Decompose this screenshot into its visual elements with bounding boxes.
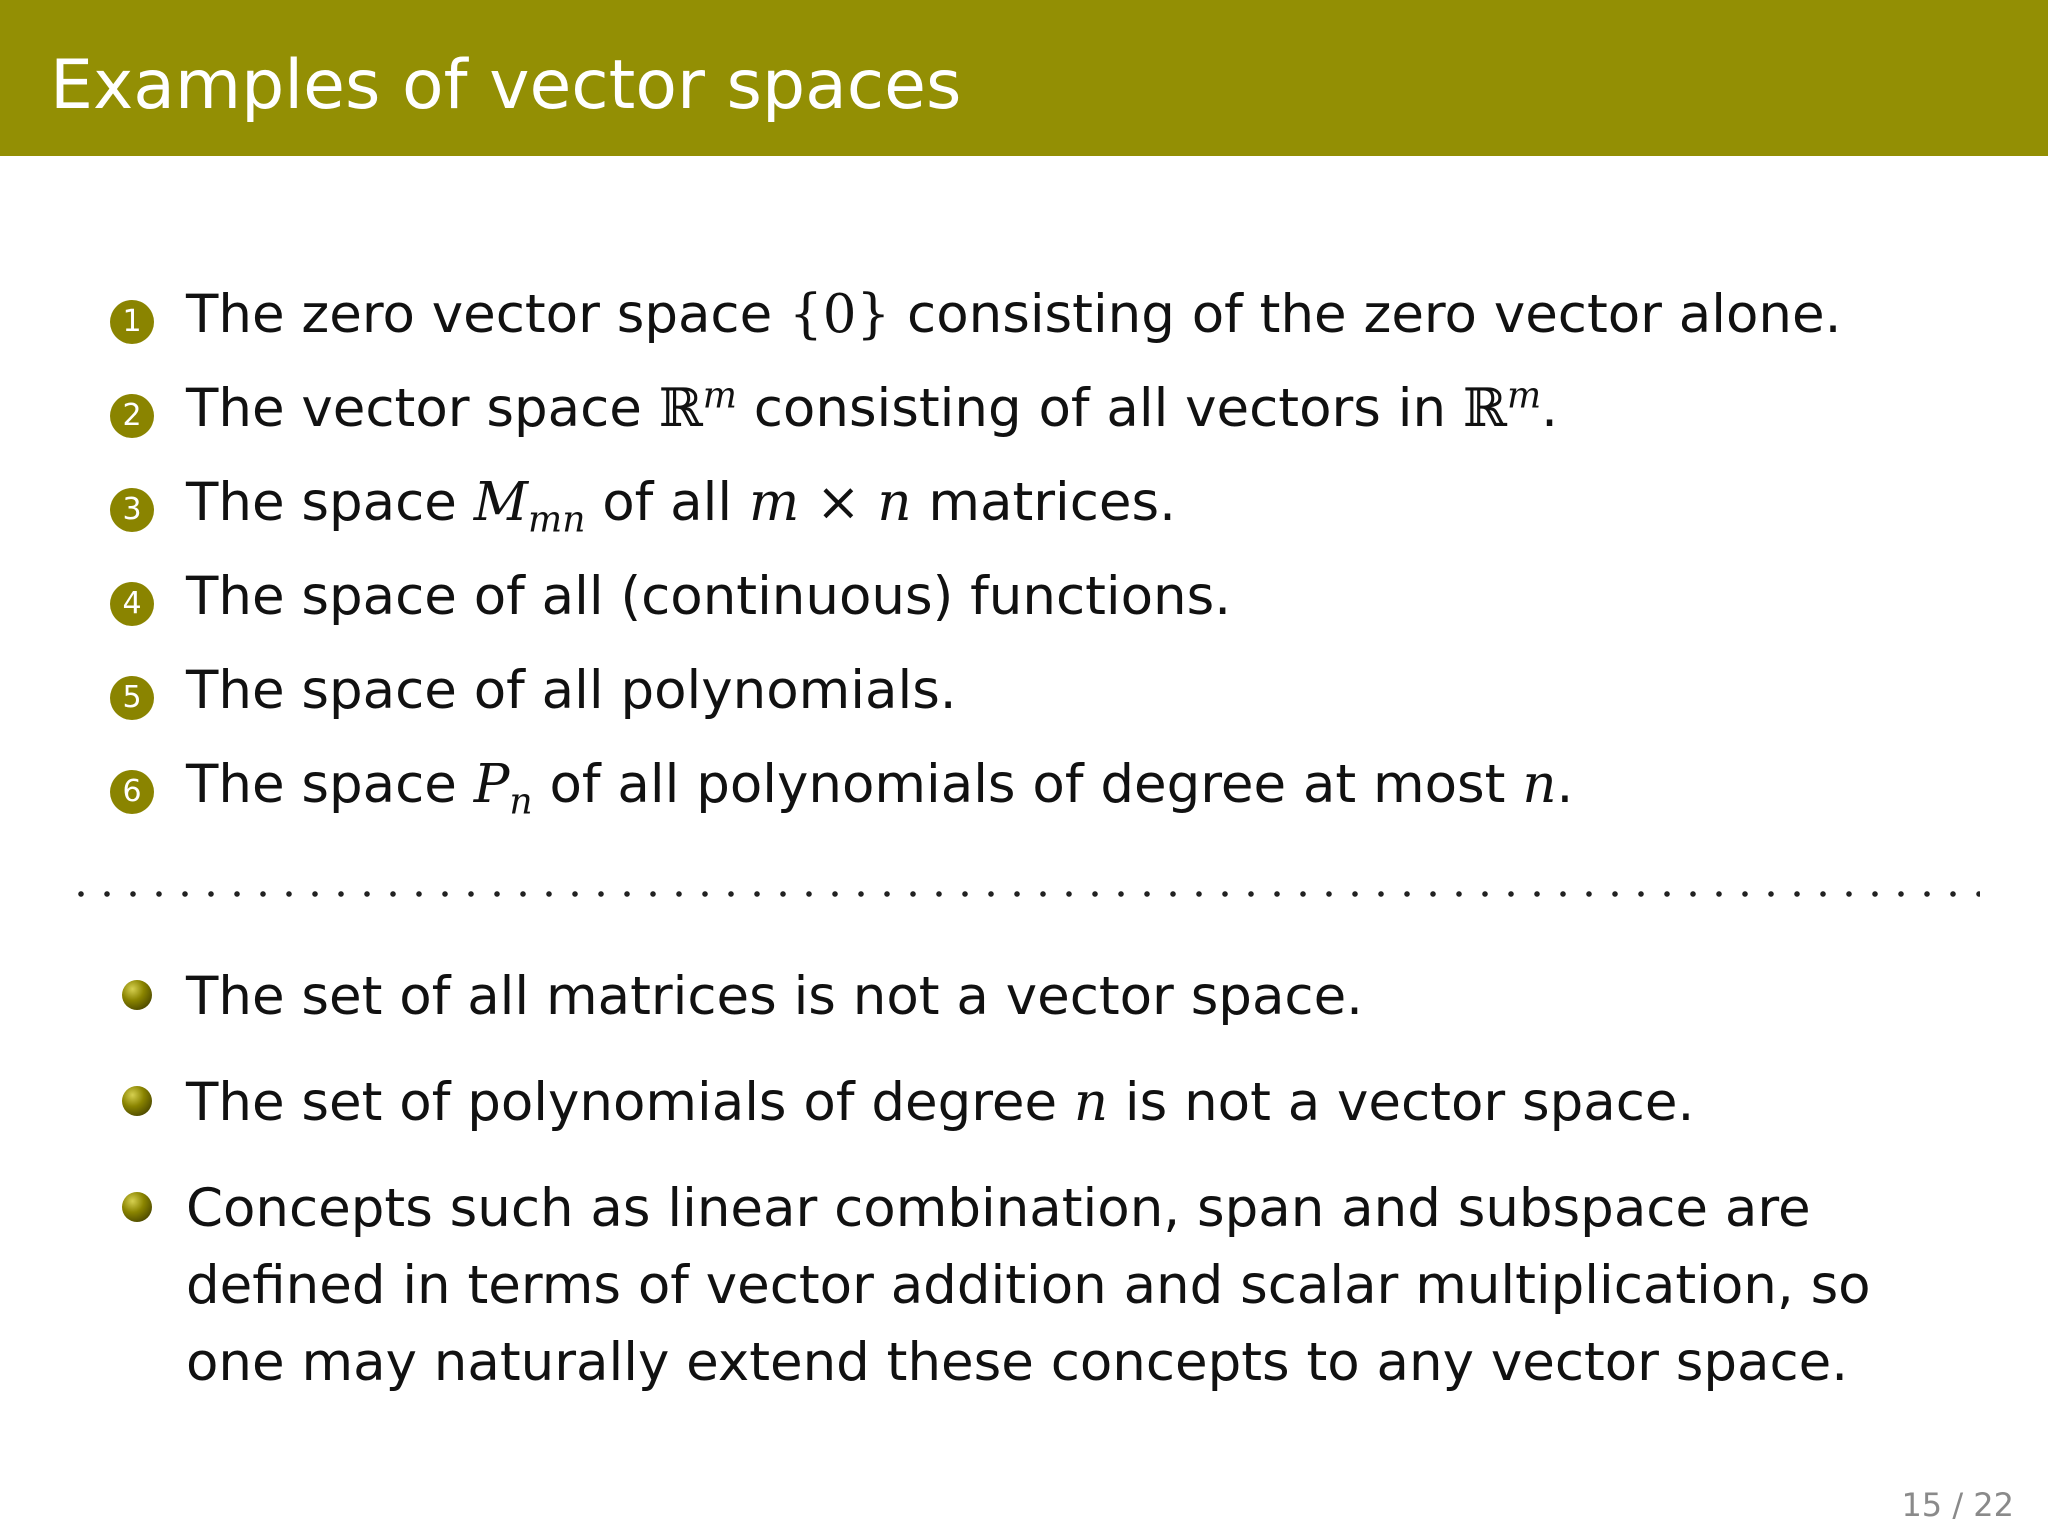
- page-number: 15 / 22: [1901, 1486, 2014, 1524]
- example-text: The space $P_n$ of all polynomials of degree at most n.: [186, 754, 1574, 823]
- example-item: [110, 456, 2010, 550]
- example-text: The space $M_{mn}$ of all m × n matrices.: [186, 472, 1176, 541]
- remark-text: Concepts such as linear combination, span and subspace are defined in terms of vector addition and scalar multiplication, so one may naturally extend these concepts to any vector space.: [186, 1178, 1871, 1393]
- example-text: The vector space ℝ$^m$ consisting of all vectors in ℝ$^m$.: [186, 375, 1558, 439]
- remark-item: [122, 1064, 1992, 1141]
- remark-item: [122, 1170, 1992, 1401]
- example-item: [110, 738, 2010, 832]
- dotted-separator: [68, 890, 1980, 898]
- examples-list: [110, 268, 2010, 832]
- number-badge: 4: [110, 582, 154, 626]
- bullet-ball-icon: [122, 1086, 152, 1116]
- remark-text: The set of all matrices is not a vector space.: [186, 966, 1364, 1027]
- remarks-list: [122, 958, 1992, 1430]
- example-item: [110, 268, 2010, 362]
- example-text: The space of all polynomials.: [186, 660, 957, 721]
- example-item: [110, 362, 2010, 456]
- example-text: The zero vector space {0} consisting of the zero vector alone.: [186, 284, 1842, 345]
- number-badge: 6: [110, 770, 154, 814]
- slide-title: Examples of vector spaces: [50, 46, 962, 125]
- remark-text: The set of polynomials of degree n is not a vector space.: [186, 1072, 1695, 1133]
- title-bar: [0, 0, 2048, 156]
- remark-item: [122, 958, 1992, 1035]
- number-badge: 3: [110, 488, 154, 532]
- number-badge: 2: [110, 394, 154, 438]
- example-item: [110, 550, 2010, 644]
- example-item: [110, 644, 2010, 738]
- bullet-ball-icon: [122, 1192, 152, 1222]
- example-text: The space of all (continuous) functions.: [186, 566, 1232, 627]
- number-badge: 1: [110, 300, 154, 344]
- bullet-ball-icon: [122, 980, 152, 1010]
- number-badge: 5: [110, 676, 154, 720]
